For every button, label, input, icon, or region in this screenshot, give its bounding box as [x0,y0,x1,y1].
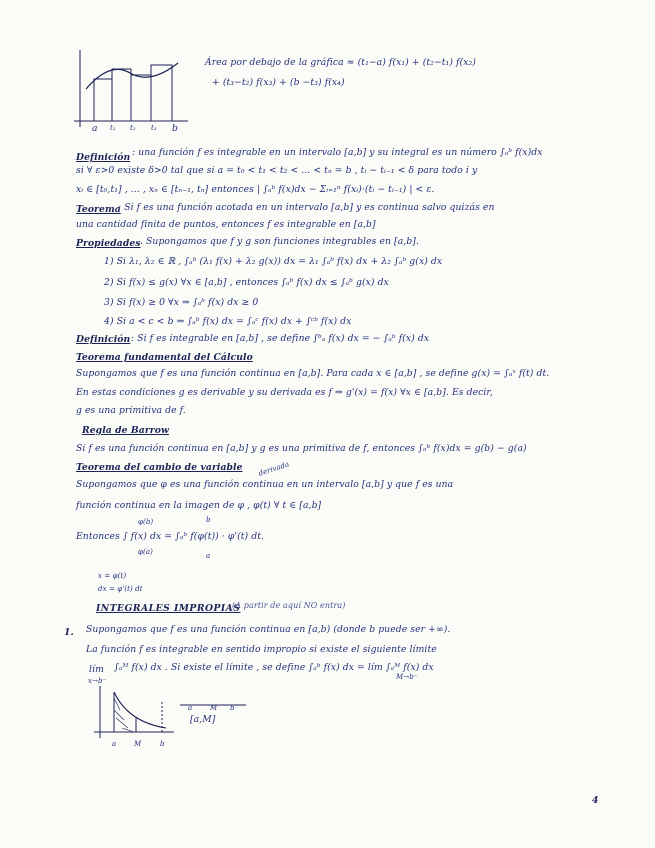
impropias-lim-sub: x→b⁻ [88,677,107,685]
teorema-label: Teorema [76,204,121,215]
propiedad-1: 1) Si λ₁, λ₂ ∈ ℝ , ∫ₐᵇ (λ₁ f(x) + λ₂ g(x)) dx = λ₁ ∫ₐᵇ f(x) dx + λ₂ ∫ₐᵇ g(x) dx [104,256,443,267]
impropias-lim: lím [89,664,104,675]
riemann-axis-t3: t₃ [151,124,157,132]
teorema-line-2: una cantidad finita de puntos, entonces f es integrable en [a,b] [76,219,376,230]
definicion-line-2: si ∀ ε>0 existe δ>0 tal que si a = t₀ < t₁ < t₂ < ... < tₙ = b , tᵢ − tᵢ₋₁ < δ para todo i y [76,165,478,176]
teorema-line-1: : Si f es una función acotada en un intervalo [a,b] y es continua salvo quizás en [118,202,495,213]
barrow-title: Regla de Barrow [82,425,169,436]
impropias-line-2: La función f es integrable en sentido impropio si existe el siguiente límite [86,644,437,655]
interval-label-b: b [230,704,235,712]
page-number: 4 [592,795,599,806]
propiedades-intro: . Supongamos que f y g son funciones integrables en [a,b]. [140,236,420,247]
interval-label-a: a [188,704,193,712]
cambio-lower-limit-2: a [206,552,211,560]
impropias-line-3: ∫ₐᴹ f(x) dx . Si existe el límite , se define ∫ₐᵇ f(x) dx = lím ∫ₐᴹ f(x) dx [114,662,434,673]
cambio-upper-limit-2: b [206,516,211,524]
cambio-line-1: Supongamos que φ es una función continua en un intervalo [a,b] y que f es una [76,479,454,490]
cambio-annotation: derivada [257,460,291,478]
impropias-lim-sub-2: M→b⁻ [396,673,418,681]
interval-bracket: [a,M] [190,714,216,725]
cambio-line-3: Entonces ∫ f(x) dx = ∫ₐᵇ f(φ(t)) · φ'(t) dt. [76,531,265,542]
cambio-sub-1: x = φ(t) [98,572,127,580]
graph-label-a: a [112,740,117,748]
definicion-line-3: xᵢ ∈ [t₀,t₁] , ... , xₙ ∈ [tₙ₋₁, tₙ] entonces | ∫ₐᵇ f(x)dx − Σᵢ₌₁ⁿ f(xᵢ)·(tᵢ − tᵢ₋₁) | < ε. [76,184,435,195]
tfc-line-2: En estas condiciones g es derivable y su derivada es f ⇒ g'(x) = f(x) ∀x ∈ [a,b]. Es decir, [76,387,493,398]
cambio-lower-limit: φ(a) [138,548,153,556]
riemann-axis-t1: t₁ [110,124,116,132]
area-line-2: + (t₃−t₂) f(x₃) + (b −t₃) f(x₄) [212,77,345,88]
tfc-line-1: Supongamos que f es una función continua en [a,b]. Para cada x ∈ [a,b] , se define g(x) = ∫ₐˣ f(t) dt. [76,368,550,379]
propiedad-2: 2) Si f(x) ≤ g(x) ∀x ∈ [a,b] , entonces ∫ₐᵇ f(x) dx ≤ ∫ₐᵇ g(x) dx [104,277,389,288]
propiedad-3: 3) Si f(x) ≥ 0 ∀x ⇒ ∫ₐᵇ f(x) dx ≥ 0 [104,297,259,308]
area-line-1: Área por debajo de la gráfica ≈ (t₁−a) f(x₁) + (t₂−t₁) f(x₂) [205,57,476,68]
cambio-sub-2: dx = φ'(t) dt [98,585,143,593]
barrow-line-1: Si f es una función continua en [a,b] y g es una primitiva de f, entonces ∫ₐᵇ f(x)dx = g(b) − g(a) [76,443,527,454]
impropias-item-number: 1. [64,627,74,638]
cambio-title: Teorema del cambio de variable [76,462,243,473]
cambio-line-2: función continua en la imagen de φ , φ(t) ∀ t ∈ [a,b] [76,500,322,511]
impropias-line-1: Supongamos que f es una función continua en [a,b) (donde b puede ser +∞). [86,624,451,635]
definicion2-text: : Si f es integrable en [a,b] , se define ∫ᵇₐ f(x) dx = − ∫ₐᵇ f(x) dx [131,333,430,344]
improper-graph-sketch [88,684,178,742]
impropias-title: INTEGRALES IMPROPIAS [96,603,241,614]
riemann-axis-a: a [92,123,98,134]
propiedades-label: Propiedades [76,238,141,249]
definicion-line-1: : una función f es integrable en un intervalo [a,b] y su integral es un número ∫ₐᵇ f(x)dx [132,147,543,158]
riemann-axis-b: b [172,123,178,134]
definicion2-label: Definición [76,334,131,345]
interval-label-m: M [210,704,218,712]
impropias-note: (A partir de aquí NO entra) [232,601,346,610]
definicion-label: Definición [76,152,131,163]
tfc-title: Teorema fundamental del Cálculo [76,352,253,363]
graph-label-b: b [160,740,165,748]
cambio-upper-limit: φ(b) [138,518,154,526]
propiedad-4: 4) Si a < c < b ⇒ ∫ₐᵇ f(x) dx = ∫ₐᶜ f(x) dx + ∫ᶜᵇ f(x) dx [104,316,352,327]
tfc-line-3: g es una primitiva de f. [76,405,186,416]
graph-label-m: M [134,740,142,748]
riemann-axis-t2: t₂ [130,124,136,132]
